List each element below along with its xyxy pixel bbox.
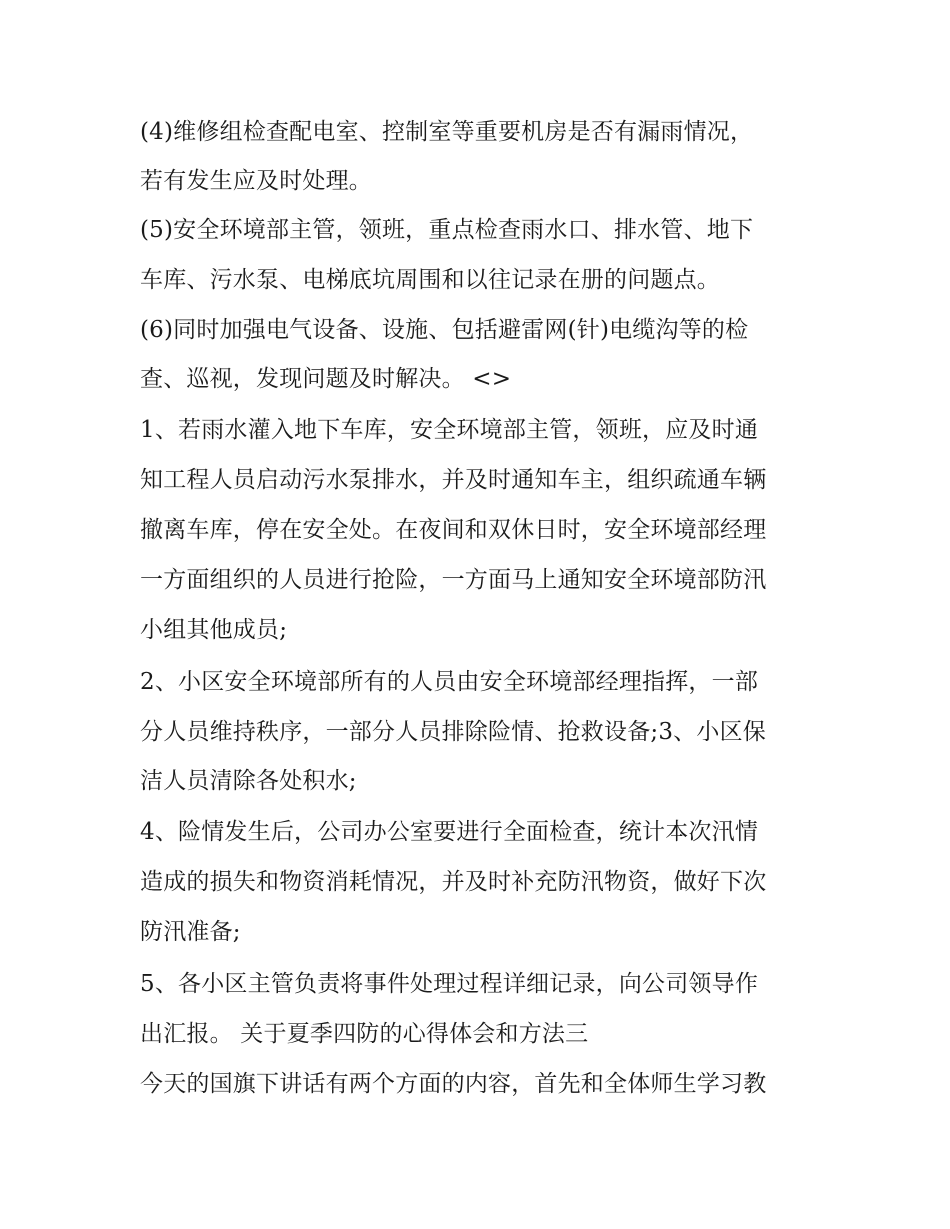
text-line: 防汛准备; [140,919,241,945]
text-line: 分人员维持秩序，一部分人员排除险情、抢救设备;3、小区保 [140,719,766,745]
text-line: 车库、污水泵、电梯底坑周围和以往记录在册的问题点。 [140,267,720,293]
text-line: 小组其他成员; [140,617,288,643]
text-line: 1、若雨水灌入地下车库，安全环境部主管，领班，应及时通 [140,417,759,443]
text-line: 知工程人员启动污水泵排水，并及时通知车主，组织疏通车辆 [140,467,767,493]
text-line: 一方面组织的人员进行抢险，一方面马上通知安全环境部防汛 [140,567,767,593]
text-line: (6)同时加强电气设备、设施、包括避雷网(针)电缆沟等的检 [140,317,749,343]
text-line: 查、巡视，发现问题及时解决。 <> [140,366,512,392]
text-line: 出汇报。 关于夏季四防的心得体会和方法三 [140,1021,589,1047]
text-line: 洁人员清除各处积水; [140,768,357,794]
text-line: 若有发生应及时处理。 [140,168,372,194]
text-line: 5、各小区主管负责将事件处理过程详细记录，向公司领导作 [140,971,759,997]
text-line: 2、小区安全环境部所有的人员由安全环境部经理指挥，一部 [140,669,759,695]
text-line: 撤离车库，停在安全处。在夜间和双休日时，安全环境部经理 [140,517,767,543]
text-line: 造成的损失和物资消耗情况，并及时补充防汛物资，做好下次 [140,869,767,895]
text-line: 4、险情发生后，公司办公室要进行全面检查，统计本次汛情 [140,819,759,845]
text-line: (4)维修组检查配电室、控制室等重要机房是否有漏雨情况， [140,119,754,145]
text-line: 今天的国旗下讲话有两个方面的内容，首先和全体师生学习教 [140,1071,767,1097]
text-line: (5)安全环境部主管，领班，重点检查雨水口、排水管、地下 [140,217,754,243]
